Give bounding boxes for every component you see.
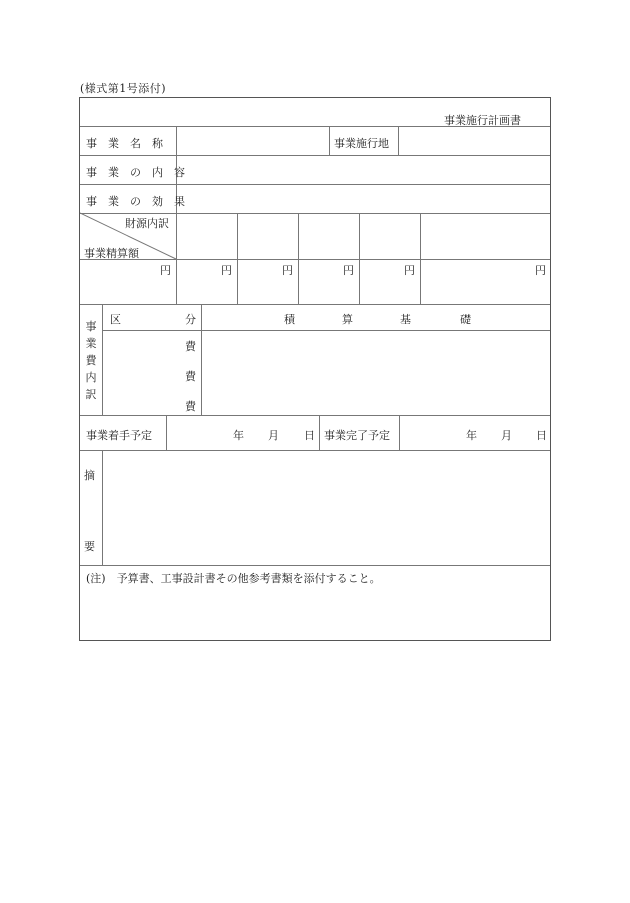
yen-unit: 円	[282, 264, 293, 277]
cost-breakdown-side-label: 事業費内訳	[85, 320, 97, 401]
start-year-unit: 年	[233, 429, 244, 442]
start-schedule-label: 事業着手予定	[86, 429, 152, 442]
project-place-label: 事業施行地	[334, 137, 389, 150]
yen-unit: 円	[221, 264, 232, 277]
end-year-unit: 年	[466, 429, 477, 442]
yen-unit: 円	[535, 264, 546, 277]
yen-unit: 円	[160, 264, 171, 277]
funding-breakdown-label: 財源内訳	[125, 217, 169, 230]
plan-form-table	[79, 97, 551, 641]
category-bun-label: 分	[185, 313, 196, 326]
footnote: (注) 予算書、工事設計書その他参考書類を添付すること。	[86, 572, 381, 585]
basis-char: 礎	[460, 313, 471, 326]
start-month-unit: 月	[268, 429, 279, 442]
basis-char: 算	[342, 313, 353, 326]
form-title: 事業施行計画書	[444, 114, 521, 127]
end-schedule-label: 事業完了予定	[324, 429, 390, 442]
summary-label-bottom: 要	[84, 540, 95, 553]
category-ku-label: 区	[110, 313, 121, 326]
basis-char: 積	[284, 313, 295, 326]
cost-item-label: 費	[185, 340, 196, 353]
project-name-label: 事 業 名 称	[86, 137, 163, 150]
basis-char: 基	[400, 313, 411, 326]
summary-label-top: 摘	[84, 469, 95, 482]
project-content-label: 事 業 の 内 容	[86, 166, 185, 179]
cost-item-label: 費	[185, 400, 196, 413]
project-cost-label: 事業精算額	[84, 247, 139, 260]
project-effect-label: 事 業 の 効 果	[86, 195, 185, 208]
cost-item-label: 費	[185, 370, 196, 383]
form-number-note: (様式第1号添付)	[80, 82, 167, 95]
yen-unit: 円	[343, 264, 354, 277]
end-day-unit: 日	[536, 429, 547, 442]
start-day-unit: 日	[304, 429, 315, 442]
yen-unit: 円	[404, 264, 415, 277]
end-month-unit: 月	[501, 429, 512, 442]
